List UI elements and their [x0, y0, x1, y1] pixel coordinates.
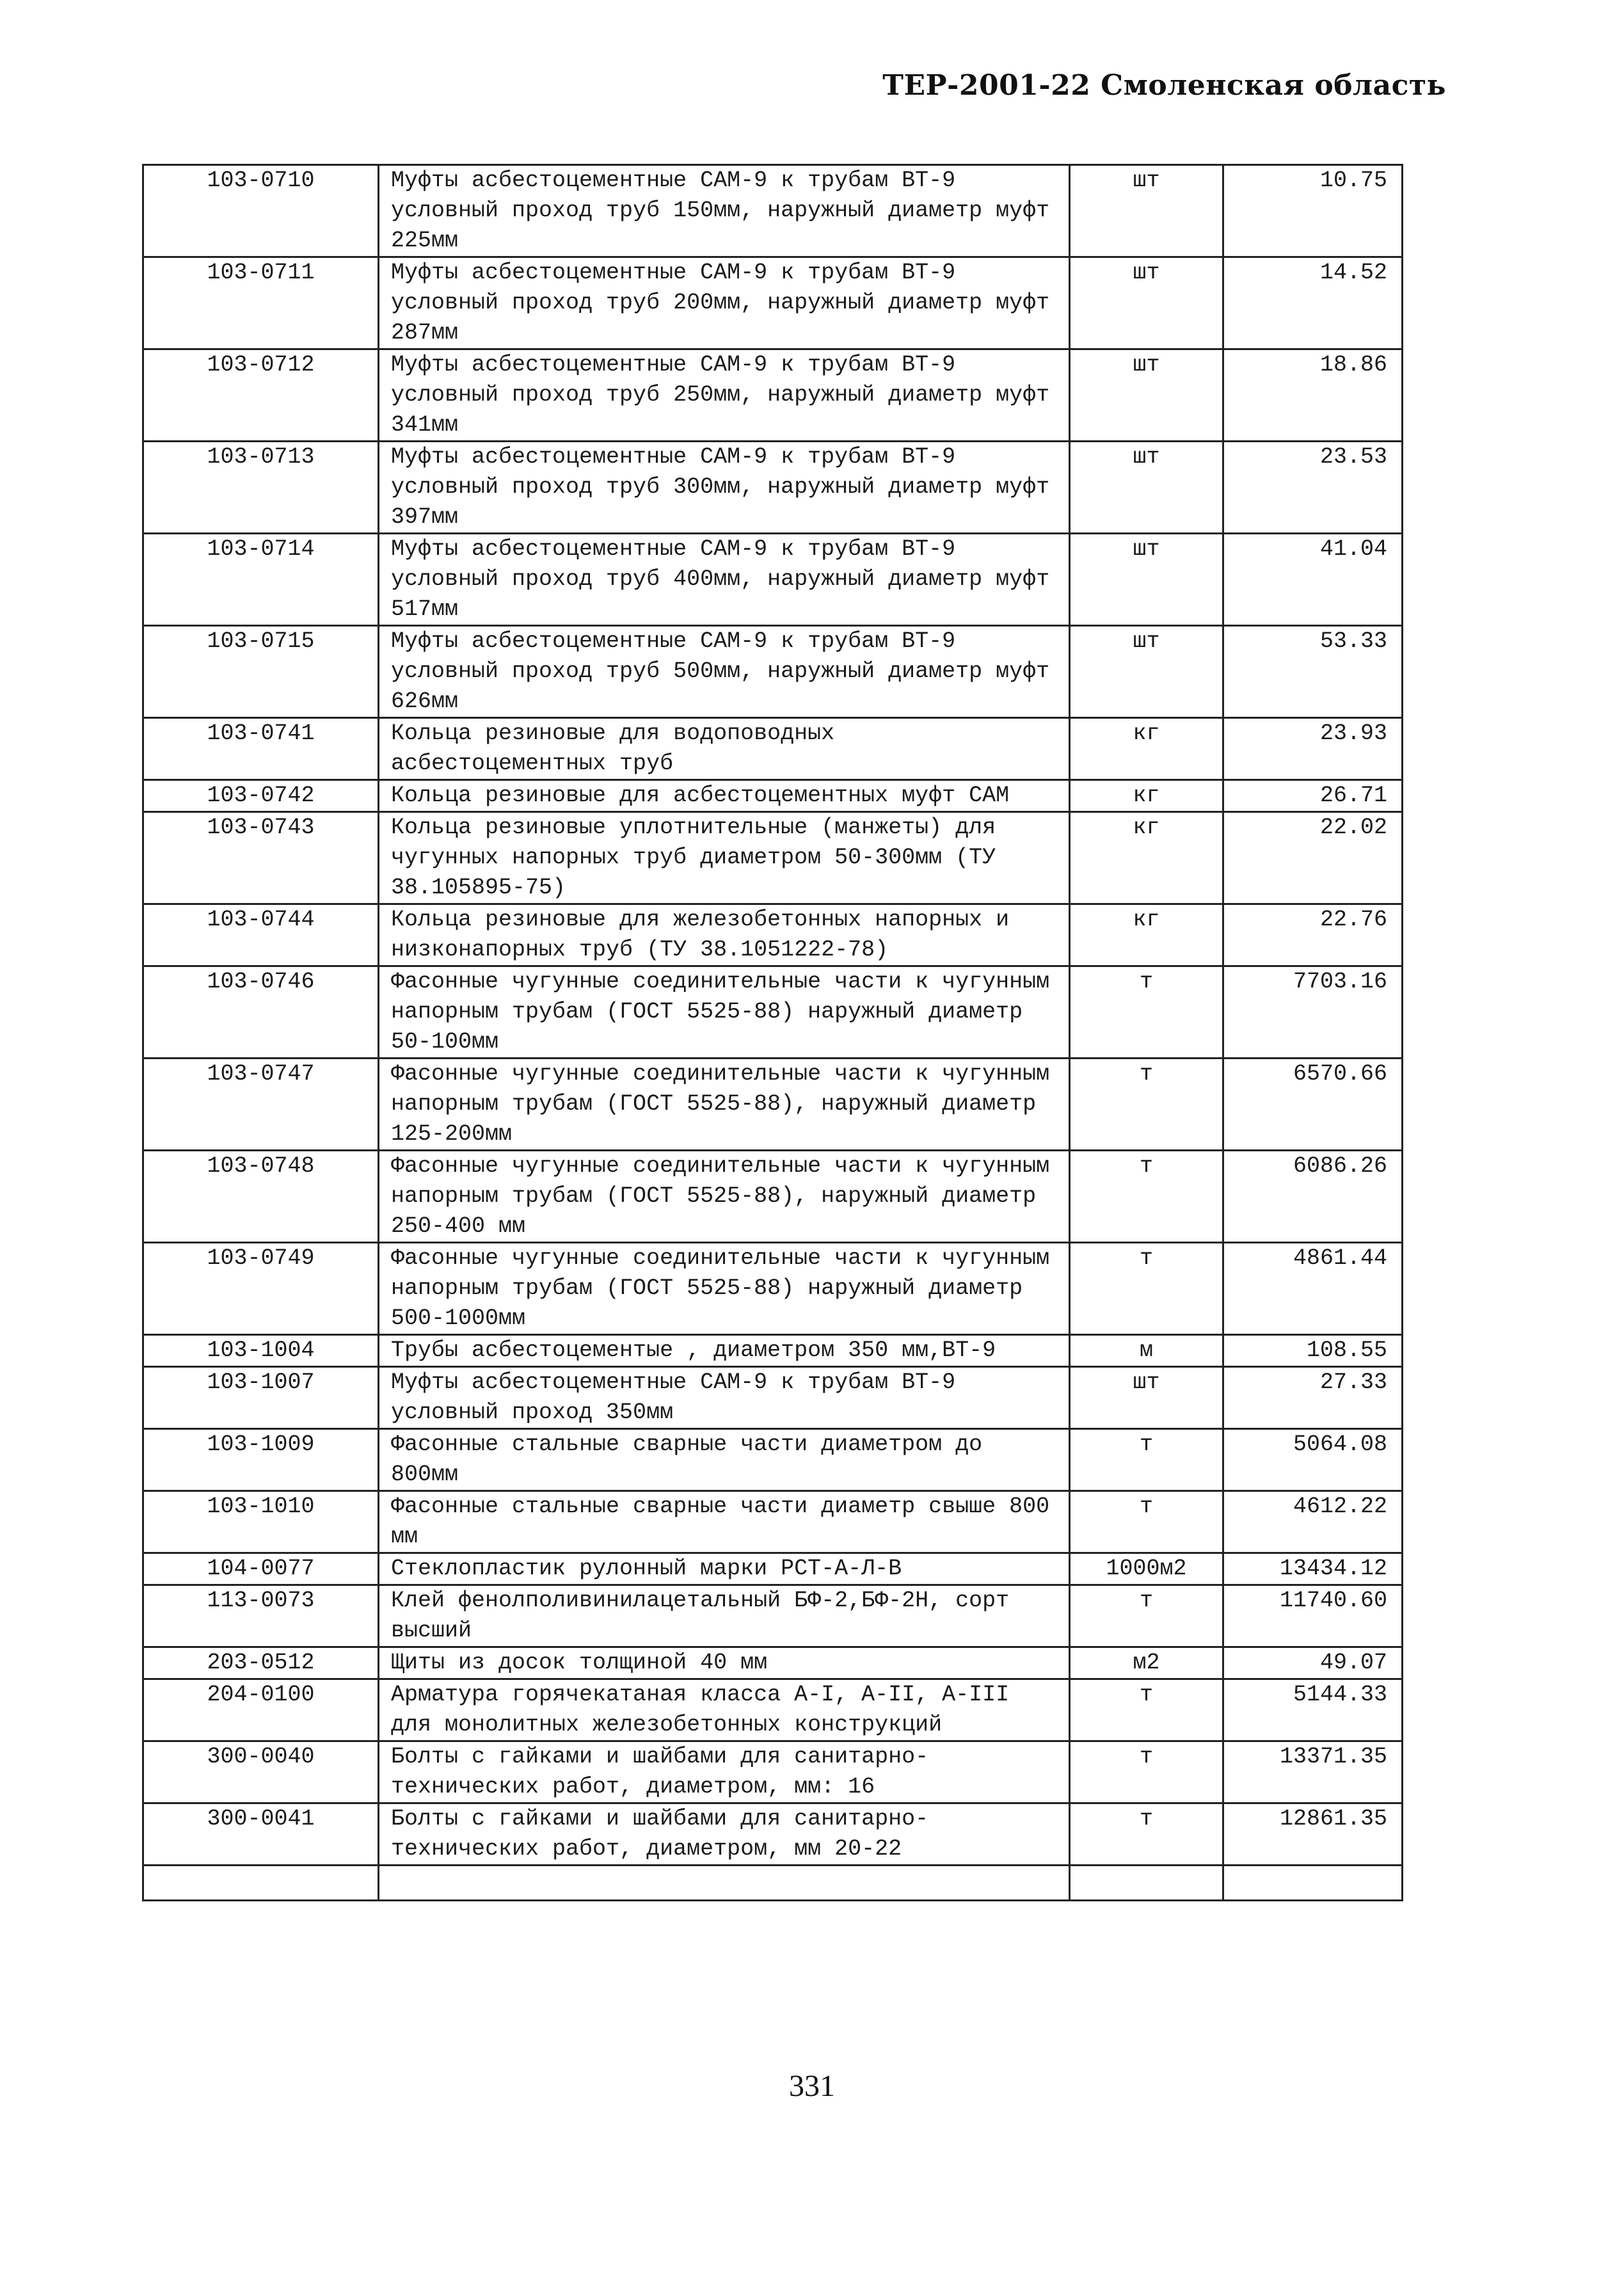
resource-name-cell: Кольца резиновые для железобетонных напорных и низконапорных труб (ТУ 38.1051222-78): [379, 904, 1070, 966]
price-cell: 11740.60: [1223, 1585, 1403, 1647]
unit-cell: шт: [1070, 1367, 1223, 1429]
price-cell: 41.04: [1223, 534, 1403, 626]
resource-code-cell: 113-0073: [143, 1585, 379, 1647]
price-cell: 22.02: [1223, 812, 1403, 904]
unit-cell: кг: [1070, 718, 1223, 780]
unit-cell: т: [1070, 1741, 1223, 1803]
table-row: [143, 966, 1403, 1059]
price-table: [142, 164, 1403, 1901]
unit-cell: шт: [1070, 442, 1223, 534]
resource-name-cell: Щиты из досок толщиной 40 мм: [379, 1647, 1070, 1679]
resource-name-cell: Арматура горячекатаная класса А-I, А-II, А-III для монолитных железобетонных конструкций: [379, 1679, 1070, 1741]
resource-code-cell: 103-0710: [143, 165, 379, 257]
resource-name-cell: Муфты асбестоцементные САМ-9 к трубам ВТ-9 условный проход труб 150мм, наружный диаметр муфт 225мм: [379, 165, 1070, 257]
table-row: [143, 165, 1403, 257]
unit-cell: кг: [1070, 780, 1223, 812]
price-cell: 26.71: [1223, 780, 1403, 812]
price-cell: 22.76: [1223, 904, 1403, 966]
price-cell: 13371.35: [1223, 1741, 1403, 1803]
price-cell: 23.53: [1223, 442, 1403, 534]
table-row: [143, 349, 1403, 442]
unit-cell: т: [1070, 966, 1223, 1059]
resource-code-cell: 103-0744: [143, 904, 379, 966]
resource-name-cell: Муфты асбестоцементные САМ-9 к трубам ВТ-9 условный проход труб 500мм, наружный диаметр муфт 626мм: [379, 626, 1070, 718]
resource-code-cell: 104-0077: [143, 1553, 379, 1585]
resource-name-cell: Трубы асбестоцементые , диаметром 350 мм,ВТ-9: [379, 1335, 1070, 1367]
resource-name-cell: Кольца резиновые для асбестоцементных муфт САМ: [379, 780, 1070, 812]
table-row: [143, 442, 1403, 534]
price-cell: 10.75: [1223, 165, 1403, 257]
resource-code-cell: 103-0742: [143, 780, 379, 812]
table-row: [143, 1741, 1403, 1803]
table-row: [143, 1585, 1403, 1647]
resource-code-cell: 103-0743: [143, 812, 379, 904]
table-row: [143, 780, 1403, 812]
resource-code-cell: 300-0040: [143, 1741, 379, 1803]
resource-code-cell: 103-0741: [143, 718, 379, 780]
resource-name-cell: Кольца резиновые уплотнительные (манжеты) для чугунных напорных труб диаметром 50-300мм (ТУ 38.105895-75): [379, 812, 1070, 904]
table-row: [143, 1679, 1403, 1741]
price-cell: 18.86: [1223, 349, 1403, 442]
resource-name-cell: Муфты асбестоцементные САМ-9 к трубам ВТ-9 условный проход труб 250мм, наружный диаметр муфт 341мм: [379, 349, 1070, 442]
resource-code-cell: 103-1010: [143, 1491, 379, 1553]
unit-cell: т: [1070, 1151, 1223, 1243]
table-row: [143, 1553, 1403, 1585]
unit-cell: т: [1070, 1679, 1223, 1741]
empty-cell: [143, 1866, 379, 1901]
table-row: [143, 257, 1403, 349]
resource-name-cell: Муфты асбестоцементные САМ-9 к трубам ВТ-9 условный проход труб 300мм, наружный диаметр муфт 397мм: [379, 442, 1070, 534]
price-cell: 4612.22: [1223, 1491, 1403, 1553]
resource-name-cell: Болты с гайками и шайбами для санитарно-технических работ, диаметром, мм 20-22: [379, 1803, 1070, 1866]
table-row: [143, 626, 1403, 718]
resource-code-cell: 103-0714: [143, 534, 379, 626]
resource-name-cell: Фасонные стальные сварные части диаметр свыше 800 мм: [379, 1491, 1070, 1553]
table-filler-row: [143, 1866, 1403, 1901]
price-cell: 53.33: [1223, 626, 1403, 718]
unit-cell: шт: [1070, 165, 1223, 257]
resource-name-cell: Фасонные чугунные соединительные части к чугунным напорным трубам (ГОСТ 5525-88) наружный диаметр 50-100мм: [379, 966, 1070, 1059]
price-cell: 13434.12: [1223, 1553, 1403, 1585]
resource-name-cell: Муфты асбестоцементные САМ-9 к трубам ВТ-9 условный проход труб 200мм, наружный диаметр муфт 287мм: [379, 257, 1070, 349]
unit-cell: 1000м2: [1070, 1553, 1223, 1585]
table-row: [143, 1491, 1403, 1553]
table-row: [143, 1335, 1403, 1367]
resource-code-cell: 103-1009: [143, 1429, 379, 1491]
resource-name-cell: Клей фенолполивинилацетальный БФ-2,БФ-2Н, сорт высший: [379, 1585, 1070, 1647]
resource-code-cell: 103-0715: [143, 626, 379, 718]
unit-cell: т: [1070, 1491, 1223, 1553]
resource-code-cell: 103-0746: [143, 966, 379, 1059]
table-row: [143, 1803, 1403, 1866]
price-cell: 6086.26: [1223, 1151, 1403, 1243]
resource-name-cell: Фасонные чугунные соединительные части к чугунным напорным трубам (ГОСТ 5525-88) наружный диаметр 500-1000мм: [379, 1243, 1070, 1335]
table-row: [143, 718, 1403, 780]
price-cell: 27.33: [1223, 1367, 1403, 1429]
table-row: [143, 1243, 1403, 1335]
table-row: [143, 534, 1403, 626]
resource-code-cell: 103-0749: [143, 1243, 379, 1335]
empty-cell: [1223, 1866, 1403, 1901]
unit-cell: шт: [1070, 626, 1223, 718]
resource-code-cell: 103-0713: [143, 442, 379, 534]
resource-code-cell: 103-1007: [143, 1367, 379, 1429]
unit-cell: м2: [1070, 1647, 1223, 1679]
empty-cell: [1070, 1866, 1223, 1901]
resource-name-cell: Фасонные чугунные соединительные части к чугунным напорным трубам (ГОСТ 5525-88), наружный диаметр 250-400 мм: [379, 1151, 1070, 1243]
unit-cell: т: [1070, 1059, 1223, 1151]
resource-name-cell: Муфты асбестоцементные САМ-9 к трубам ВТ-9 условный проход 350мм: [379, 1367, 1070, 1429]
unit-cell: кг: [1070, 904, 1223, 966]
resource-name-cell: Болты с гайками и шайбами для санитарно-технических работ, диаметром, мм: 16: [379, 1741, 1070, 1803]
price-cell: 4861.44: [1223, 1243, 1403, 1335]
resource-code-cell: 300-0041: [143, 1803, 379, 1866]
table-row: [143, 1059, 1403, 1151]
empty-cell: [379, 1866, 1070, 1901]
table-row: [143, 1151, 1403, 1243]
resource-name-cell: Стеклопластик рулонный марки РСТ-А-Л-В: [379, 1553, 1070, 1585]
page-number: 331: [789, 2069, 835, 2103]
page-header-title: ТЕР-2001-22 Смоленская область: [882, 69, 1446, 102]
table-row: [143, 812, 1403, 904]
unit-cell: т: [1070, 1585, 1223, 1647]
table-row: [143, 1647, 1403, 1679]
resource-name-cell: Кольца резиновые для водоповодных асбестоцементных труб: [379, 718, 1070, 780]
price-cell: 6570.66: [1223, 1059, 1403, 1151]
table-row: [143, 1367, 1403, 1429]
resource-code-cell: 103-0711: [143, 257, 379, 349]
unit-cell: шт: [1070, 349, 1223, 442]
resource-name-cell: Фасонные стальные сварные части диаметром до 800мм: [379, 1429, 1070, 1491]
unit-cell: кг: [1070, 812, 1223, 904]
price-cell: 12861.35: [1223, 1803, 1403, 1866]
resource-name-cell: Фасонные чугунные соединительные части к чугунным напорным трубам (ГОСТ 5525-88), наружный диаметр 125-200мм: [379, 1059, 1070, 1151]
price-cell: 49.07: [1223, 1647, 1403, 1679]
resource-code-cell: 204-0100: [143, 1679, 379, 1741]
table-row: [143, 1429, 1403, 1491]
resource-name-cell: Муфты асбестоцементные САМ-9 к трубам ВТ-9 условный проход труб 400мм, наружный диаметр муфт 517мм: [379, 534, 1070, 626]
unit-cell: т: [1070, 1429, 1223, 1491]
resource-code-cell: 103-1004: [143, 1335, 379, 1367]
resource-code-cell: 103-0712: [143, 349, 379, 442]
unit-cell: т: [1070, 1243, 1223, 1335]
price-cell: 108.55: [1223, 1335, 1403, 1367]
price-cell: 7703.16: [1223, 966, 1403, 1059]
resource-code-cell: 203-0512: [143, 1647, 379, 1679]
price-cell: 14.52: [1223, 257, 1403, 349]
unit-cell: м: [1070, 1335, 1223, 1367]
table-row: [143, 904, 1403, 966]
unit-cell: шт: [1070, 534, 1223, 626]
unit-cell: шт: [1070, 257, 1223, 349]
resource-code-cell: 103-0748: [143, 1151, 379, 1243]
price-cell: 5144.33: [1223, 1679, 1403, 1741]
price-cell: 5064.08: [1223, 1429, 1403, 1491]
resource-code-cell: 103-0747: [143, 1059, 379, 1151]
price-cell: 23.93: [1223, 718, 1403, 780]
price-table-body: [143, 165, 1403, 1901]
unit-cell: т: [1070, 1803, 1223, 1866]
